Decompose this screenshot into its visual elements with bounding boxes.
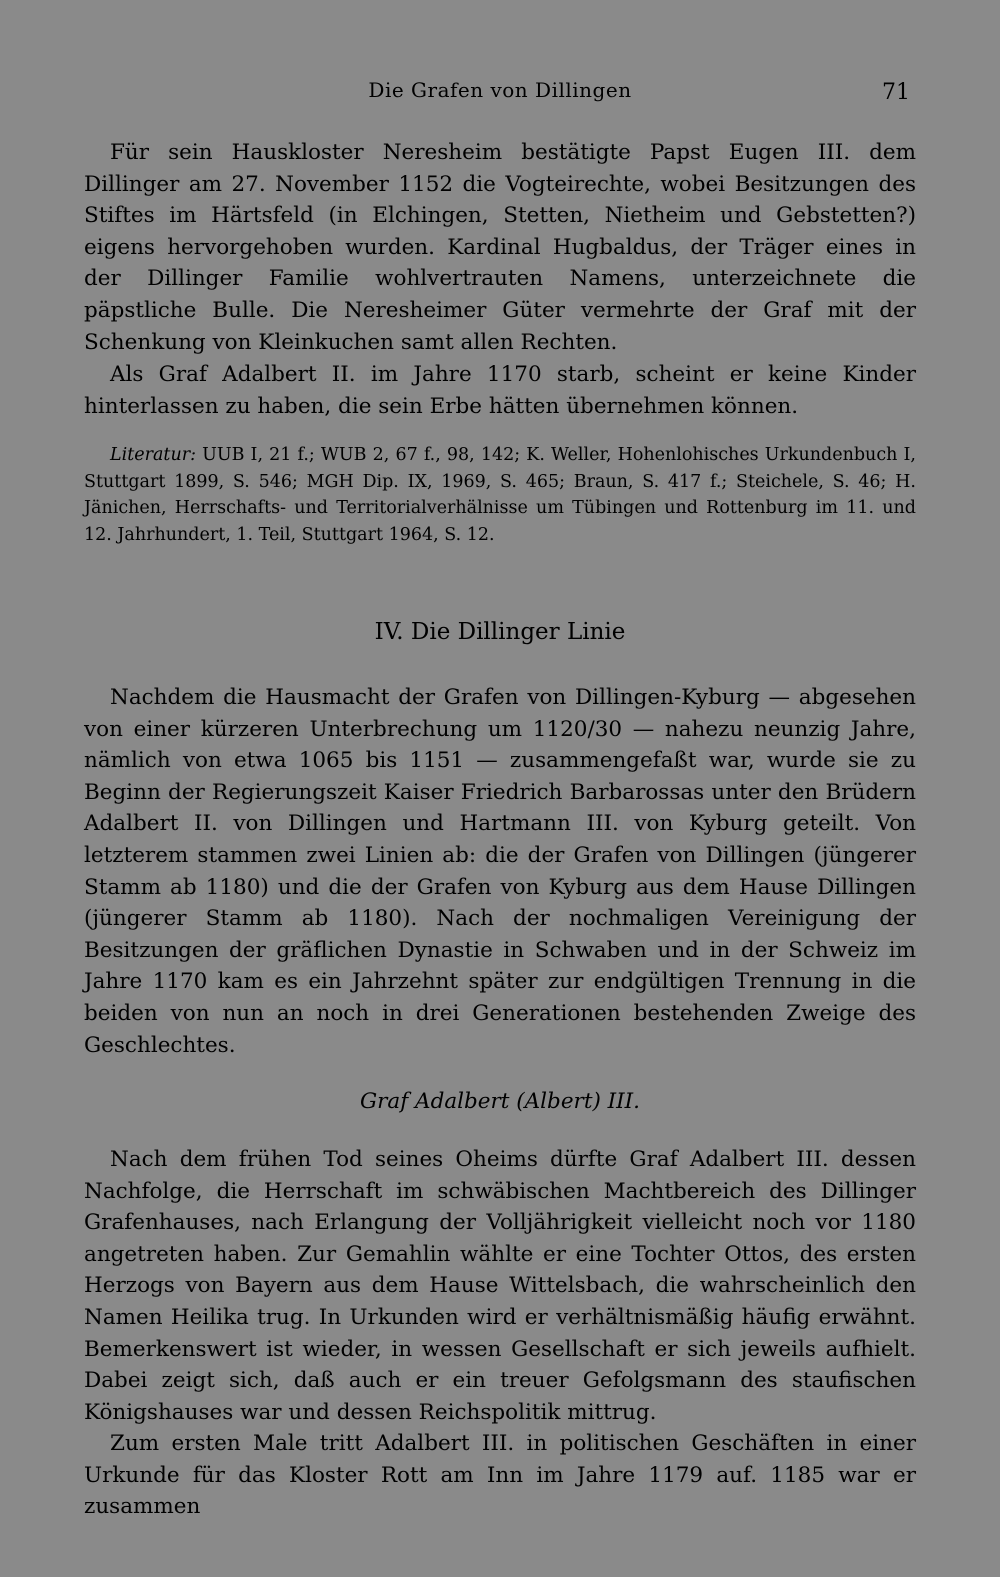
literature-label: Literatur:	[110, 445, 196, 465]
running-header	[84, 78, 916, 110]
literature-note	[84, 442, 916, 548]
section-heading: IV. Die Dillinger Linie	[374, 619, 626, 645]
literature-text: UUB I, 21 f.; WUB 2, 67 f., 98, 142; K. Weller, Hohenlohisches Urkundenbuch I, Stuttgart 1899, S. 546; MGH Dip. IX, 1969, S. 465; Braun, S. 417 f.; Steichele, S. 46; H. Jänichen, Herrschafts- und Territorialverhälnisse um Tübingen und Rottenburg im 11. und 12. Jahrhundert, 1. Teil, Stuttgart 1964, S. 12.	[84, 445, 916, 545]
paragraph-adalbert-death: Als Graf Adalbert II. im Jahre 1170 starb, scheint er keine Kinder hinterlassen zu haben, die sein Erbe hätten übernehmen können.	[84, 362, 916, 419]
page-number: 71	[882, 80, 910, 105]
paragraph-neresheim: Für sein Hauskloster Neresheim bestätigte Papst Eugen III. dem Dillinger am 27. November 1152 die Vogteirechte, wobei Besitzungen des Stiftes im Härtsfeld (in Elchingen, Stetten, Nietheim und Gebstetten?) eigens hervorgehoben wurden. Kardinal Hugbaldus, der Träger eines in der Dillinger Familie wohlvertrauten Namens, unterzeichnete die päpstliche Bulle. Die Neresheimer Güter vermehrte der Graf mit der Schenkung von Kleinkuchen samt allen Rechten.	[84, 140, 916, 355]
paragraph-dillinger-line: Nachdem die Hausmacht der Grafen von Dillingen-Kyburg — abgesehen von einer kürzeren Unterbrechung um 1120/30 — nahezu neunzig Jahre, nämlich von etwa 1065 bis 1151 — zusammengefaßt war, wurde sie zu Beginn der Regierungszeit Kaiser Friedrich Barbarossas unter den Brüdern Adalbert II. von Dillingen und Hartmann III. von Kyburg geteilt. Von letzterem stammen zwei Linien ab: die der Grafen von Dillingen (jüngerer Stamm ab 1180) und die der Grafen von Kyburg aus dem Hause Dillingen (jüngerer Stamm ab 1180). Nach der nochmaligen Vereinigung der Besitzungen der gräflichen Dynastie in Schwaben und in der Schweiz im Jahre 1170 kam es ein Jahrzehnt später zur endgültigen Trennung in die beiden von nun an noch in drei Generationen bestehenden Zweige des Geschlechtes.	[84, 685, 916, 1058]
paragraph-rott-am-inn: Zum ersten Male tritt Adalbert III. in politischen Geschäften in einer Urkunde für das Kloster Rott am Inn im Jahre 1179 auf. 1185 war er zusammen	[84, 1431, 916, 1520]
subsection-heading: Graf Adalbert (Albert) III.	[359, 1089, 640, 1114]
paragraph-adalbert-iii: Nach dem frühen Tod seines Oheims dürfte Graf Adalbert III. dessen Nachfolge, die Herrschaft im schwäbischen Machtbereich des Dillinger Grafenhauses, nach Erlangung der Volljährigkeit vielleicht noch vor 1180 angetreten haben. Zur Gemahlin wählte er eine Tochter Ottos, des ersten Herzogs von Bayern aus dem Hause Wittelsbach, die wahrscheinlich den Namen Heilika trug. In Urkunden wird er verhältnismäßig häufig erwähnt. Bemerkenswert ist wieder, in wessen Gesellschaft er sich jeweils aufhielt. Dabei zeigt sich, daß auch er ein treuer Gefolgsmann des staufischen Königshauses war und dessen Reichspolitik mittrug.	[84, 1147, 916, 1425]
running-title: Die Grafen von Dillingen	[368, 78, 632, 102]
